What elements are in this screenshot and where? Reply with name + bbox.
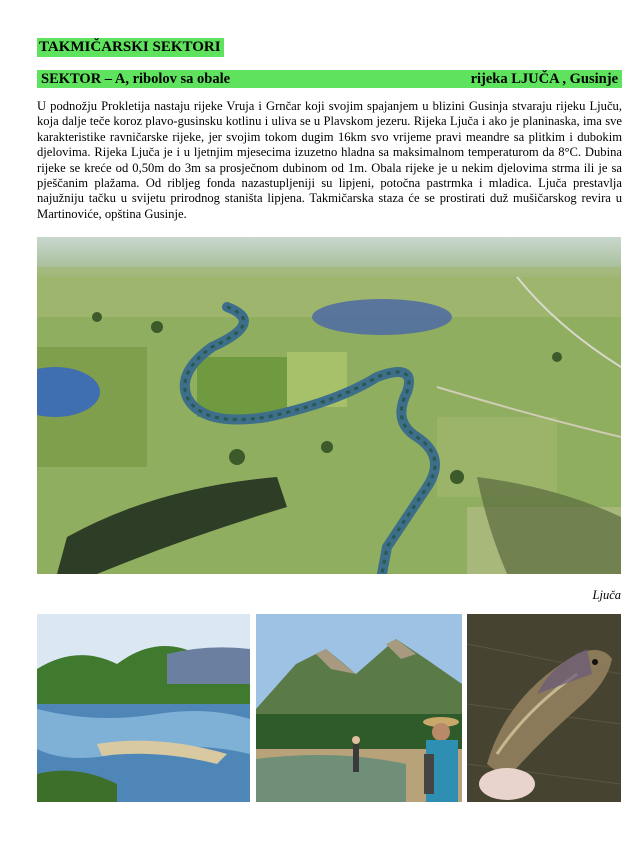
aerial-river-photo: [37, 237, 621, 574]
grayling-fish-photo: [467, 614, 621, 802]
river-landscape-photo: [37, 614, 250, 802]
sector-name: SEKTOR – A, ribolov sa obale: [41, 71, 231, 87]
page-title: TAKMIČARSKI SEKTORI: [37, 38, 224, 57]
sector-header: [37, 70, 622, 88]
mountain-fishing-photo: [256, 614, 462, 802]
river-location: rijeka LJUČA , Gusinje: [470, 71, 618, 87]
river-description: U podnožju Prokletija nastaju rijeke Vruja i Grnčar koji svojim spajanjem u blizini Gusinja stvaraju rijeku Ljuču, koja dalje teče koroz plavo-gusinsku kotlinu i uliva se u Plavskom jezeru. Rijeka Ljuča i ako je planinaska, ima sve karakteristike ravničarske rijeke, jer svojim tokom dugim 16km svo vrijeme pravi meandre sa plitkim i dubokim djelovima. Rijeka Ljuča je i u ljetnjim mjesecima izuzetno hladna sa maksimalnom temperaturom da 8°C. Dubina rijeke se kreće od 0,50m do 3m sa prosječnom dubinom od 1m. Obala rijeke je u nekim djelovima strma ili je sa pješčanim plažama. Od ribljeg fonda nazastupljeniji su lipjeni, potočna pastrmka i mladica. Ljuča prestavlja najužniju tačku u svijetu prirodnog staništa lipjena. Takmičarska staza će se prostirati duž mušičarskog revira u Martinoviće, opština Gusinje.: [37, 99, 622, 221]
photo-caption: Ljuča: [592, 588, 621, 602]
